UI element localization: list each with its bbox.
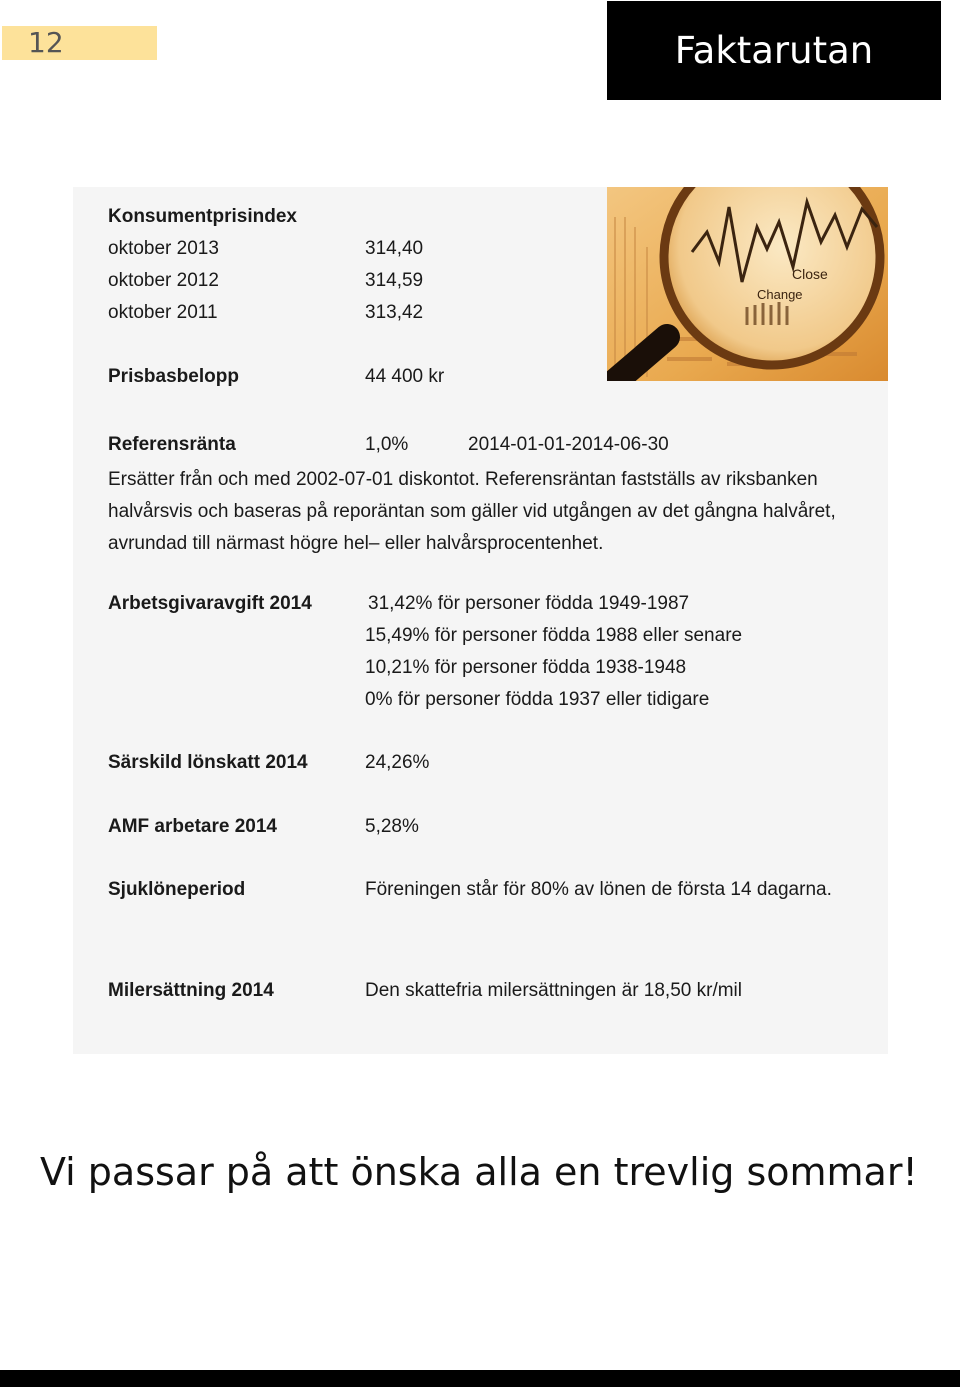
- page-number: 12: [2, 26, 157, 60]
- arbetsgivaravgift-line: 31,42% för personer födda 1949-1987: [368, 593, 690, 614]
- amf-value: 5,28%: [365, 816, 419, 837]
- milersattning-value: Den skattefria milersättningen är 18,50 kr/mil: [365, 980, 742, 1001]
- kpi-heading: Konsumentprisindex: [108, 206, 297, 227]
- prisbasbelopp-value: 44 400 kr: [365, 366, 445, 387]
- sarskild-loneskatt-value: 24,26%: [365, 752, 430, 773]
- amf-label: AMF arbetare 2014: [108, 816, 277, 837]
- referensranta-label: Referensränta: [108, 434, 236, 455]
- referensranta-value: 1,0%: [365, 434, 409, 455]
- sarskild-loneskatt-label: Särskild lönskatt 2014: [108, 752, 308, 773]
- magnifying-glass-icon: [607, 187, 888, 381]
- photo-caption-change: Change: [757, 287, 803, 302]
- footer-bar: [0, 1370, 960, 1387]
- milersattning-label: Milersättning 2014: [108, 980, 274, 1001]
- referensranta-description: Ersätter från och med 2002-07-01 diskontot. Referensräntan fastställs av riksbanken halvårsvis och baseras på reporäntan som gäller vid utgången av det gångna halvåret, avrundad till närmast högre hel– eller halvårsprocentenhet.: [108, 469, 836, 554]
- kpi-row-value: 314,40: [365, 238, 424, 259]
- sjukloneperiod-label: Sjuklöneperiod: [108, 879, 246, 900]
- closing-message: Vi passar på att önska alla en trevlig sommar!: [40, 1150, 918, 1194]
- arbetsgivaravgift-line: 0% för personer födda 1937 eller tidigare: [365, 689, 710, 710]
- kpi-row-value: 314,59: [365, 270, 424, 291]
- arbetsgivaravgift-line: 15,49% för personer födda 1988 eller senare: [365, 625, 743, 646]
- photo-caption-close: Close: [792, 266, 828, 282]
- kpi-row-label: oktober 2013: [108, 238, 219, 259]
- page-title: Faktarutan: [607, 1, 941, 100]
- sjukloneperiod-value: Föreningen står för 80% av lönen de första 14 dagarna.: [365, 879, 832, 900]
- arbetsgivaravgift-label: Arbetsgivaravgift 2014: [108, 593, 312, 614]
- magnifying-glass-photo: [607, 187, 888, 381]
- referensranta-period: 2014-01-01-2014-06-30: [468, 434, 669, 455]
- kpi-row-value: 313,42: [365, 302, 424, 323]
- kpi-row-label: oktober 2011: [108, 302, 218, 323]
- prisbasbelopp-label: Prisbasbelopp: [108, 366, 239, 387]
- arbetsgivaravgift-line: 10,21% för personer födda 1938-1948: [365, 657, 687, 678]
- kpi-row-label: oktober 2012: [108, 270, 219, 291]
